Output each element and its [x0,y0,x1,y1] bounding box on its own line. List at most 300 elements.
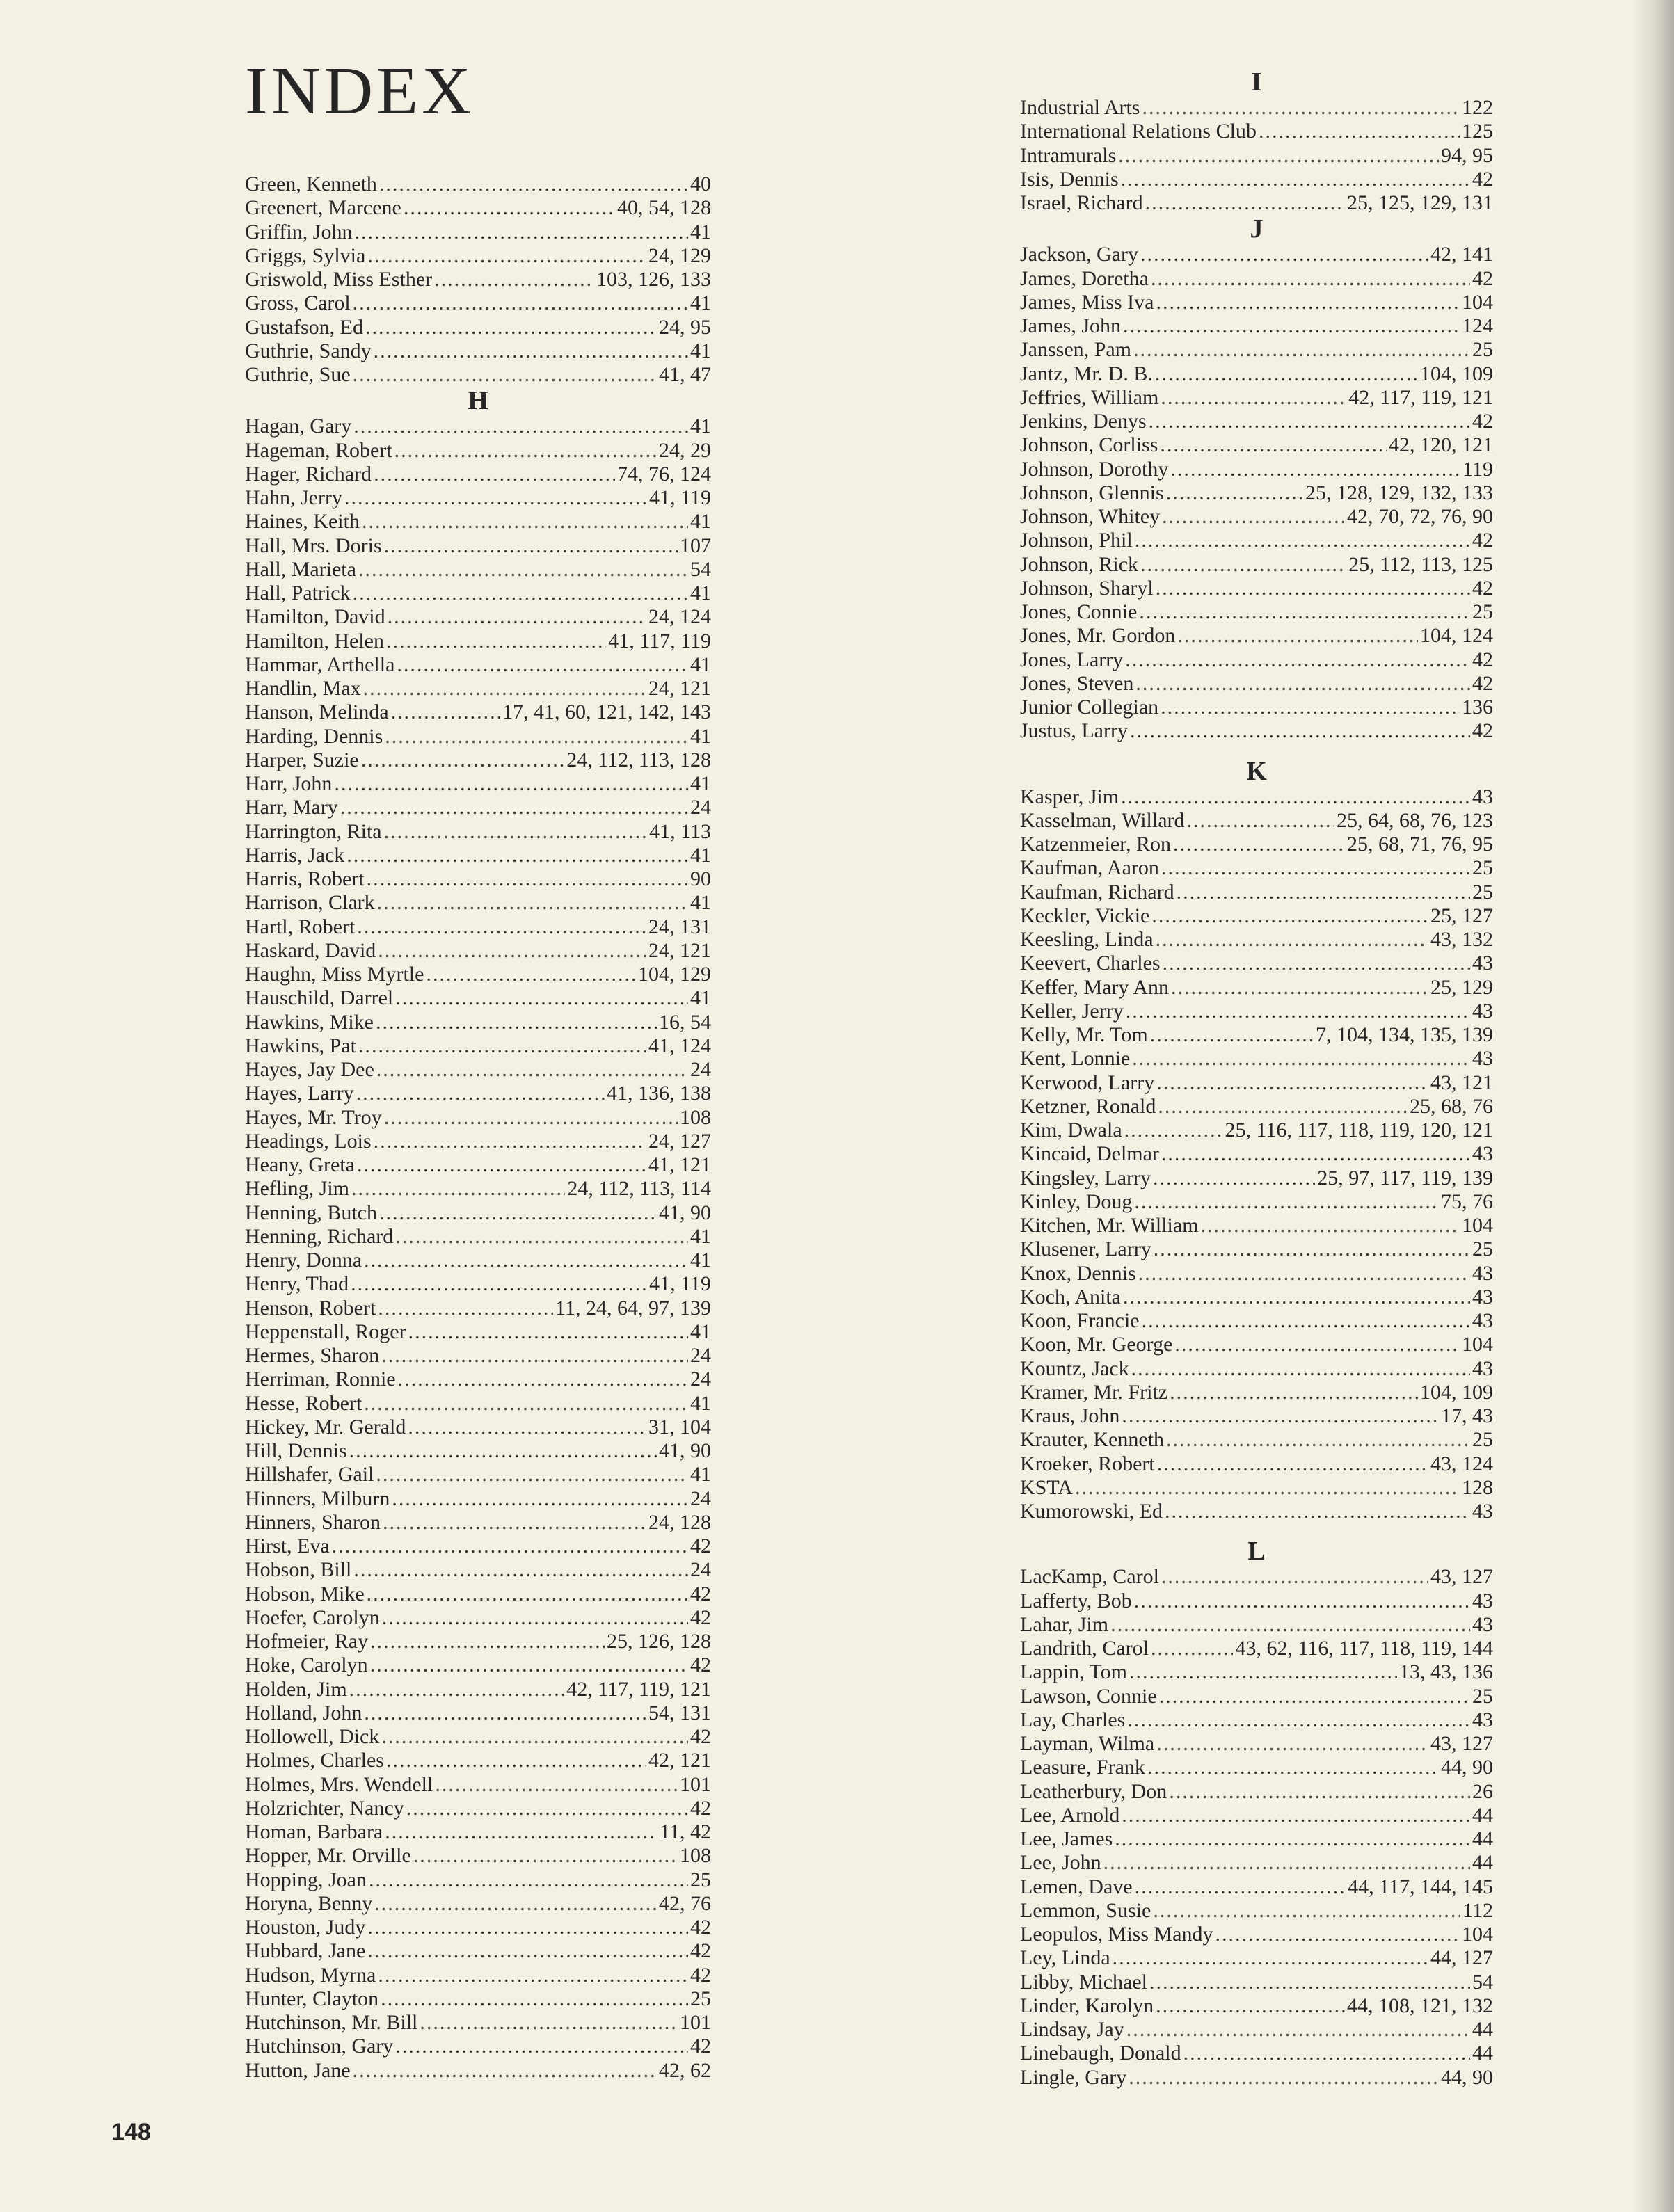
entry-pages: 44 [1472,1803,1493,1827]
entry-name: LacKamp, Carol [1020,1565,1159,1589]
entry-name: Leatherbury, Don [1020,1779,1167,1803]
index-entry [1020,291,1493,314]
dot-leader [385,725,688,748]
entry-name: Lay, Charles [1020,1708,1126,1731]
entry-name: Industrial Arts [1020,96,1140,119]
entry-name: Kaufman, Aaron [1020,856,1159,880]
index-entry [245,1558,711,1582]
entry-pages: 42 [1472,576,1493,600]
index-entry [1020,1071,1493,1095]
dot-leader [1118,144,1439,168]
entry-name: Hutchinson, Mr. Bill [245,2011,418,2034]
entry-name: Hubbard, Jane [245,1939,366,1963]
index-entry [245,1987,711,2011]
entry-name: Harding, Dennis [245,724,383,748]
entry-pages: 41, 119 [649,1272,711,1296]
dot-leader [353,2059,657,2083]
entry-name: Holden, Jim [245,1677,347,1701]
entry-pages: 104, 124 [1420,624,1493,648]
dot-leader [381,1725,688,1749]
entry-pages: 24 [690,796,711,819]
index-entry [245,1344,711,1368]
entry-name: Houston, Judy [245,1916,366,1939]
entry-pages: 41, 136, 138 [607,1082,711,1105]
entry-name: Hageman, Robert [245,438,392,462]
index-entry [1020,648,1493,672]
entry-pages: 41, 117, 119 [608,629,711,652]
entry-name: Keffer, Mary Ann [1020,975,1170,999]
dot-leader [361,748,564,772]
entry-pages: 17, 41, 60, 121, 142, 143 [502,700,711,724]
dot-leader [1134,1589,1470,1613]
index-entry [245,1249,711,1272]
index-entry [245,1773,711,1797]
dot-leader [1149,1971,1470,1994]
dot-leader [1133,338,1470,362]
entry-name: Hofmeier, Ray [245,1630,369,1653]
dot-leader [388,605,646,629]
entry-pages: 40 [690,173,711,195]
entry-pages: 24 [690,1368,711,1391]
dot-leader [1130,719,1470,743]
index-entry [1020,976,1493,1000]
entry-pages: 43, 127 [1430,1565,1493,1589]
dot-leader [427,963,637,986]
dot-leader [1140,553,1346,577]
dot-leader [1126,1000,1470,1023]
dot-leader [1153,1167,1315,1190]
entry-pages: 54 [1472,1970,1493,1994]
dot-leader [1135,672,1470,696]
entry-pages: 24, 127 [648,1129,711,1153]
dot-leader [1132,1047,1470,1071]
index-entry [1020,1142,1493,1166]
entry-pages: 103, 126, 133 [596,268,711,291]
dot-leader [367,1582,688,1606]
dot-leader [1157,1452,1428,1476]
dot-leader [1142,96,1460,120]
dot-leader [1135,1875,1346,1899]
index-entry [1020,624,1493,648]
dot-leader [364,1701,646,1725]
entry-pages: 74, 76, 124 [617,462,711,486]
dot-leader [353,291,688,315]
index-entry [1020,1381,1493,1404]
index-entry [245,291,711,315]
entry-name: Hobson, Mike [245,1582,365,1605]
index-entry [1020,1428,1493,1452]
index-entry [1020,1095,1493,1119]
entry-pages: 25 [1472,856,1493,880]
dot-leader [1187,809,1334,833]
entry-name: Kraus, John [1020,1404,1120,1427]
dot-leader [395,2035,688,2058]
section-letter: L [1247,1537,1266,1566]
entry-name: Hagan, Gary [245,415,352,438]
index-entry [245,963,711,986]
entry-pages: 42, 141 [1430,243,1493,266]
entry-pages: 42, 117, 119, 121 [566,1677,711,1701]
entry-pages: 43 [1472,1047,1493,1071]
entry-pages: 43 [1472,1708,1493,1731]
index-entry [1020,2018,1493,2042]
dot-leader [1215,1923,1460,1946]
entry-pages: 24 [690,1486,711,1510]
dot-leader [353,415,688,438]
dot-leader [374,463,615,486]
dot-leader [420,2011,678,2035]
entry-pages: 25, 64, 68, 76, 123 [1337,808,1493,832]
entry-name: Griffin, John [245,220,353,243]
entry-pages: 43 [1472,1142,1493,1166]
dot-leader [1161,696,1460,719]
entry-name: Holmes, Charles [245,1749,384,1772]
index-entry [1020,96,1493,120]
page-edge-shadow [1632,0,1674,2212]
dot-leader [367,867,688,891]
entry-pages: 24, 95 [659,315,711,339]
dot-leader [344,486,647,510]
dot-leader [354,221,688,244]
dot-leader [382,1606,688,1630]
dot-leader [1163,952,1470,975]
entry-name: Green, Kenneth [245,173,377,195]
index-entry [245,891,711,915]
dot-leader [406,1797,688,1820]
index-entry [1020,243,1493,266]
dot-leader [1151,267,1470,291]
entry-name: Johnson, Glennis [1020,481,1164,504]
entry-name: Lee, John [1020,1851,1101,1875]
entry-pages: 25, 112, 113, 125 [1348,552,1493,576]
entry-pages: 41, 119 [649,486,711,509]
entry-pages: 25, 97, 117, 119, 139 [1317,1166,1493,1189]
entry-name: Lappin, Tom [1020,1660,1127,1684]
section-letter: I [1251,67,1262,97]
dot-leader [1169,1780,1470,1804]
entry-name: Hutton, Jane [245,2058,351,2082]
entry-name: Johnson, Whitey [1020,505,1161,528]
entry-name: Koon, Francie [1020,1309,1140,1332]
dot-leader [381,1987,688,2011]
entry-name: Heppenstall, Roger [245,1320,406,1343]
entry-name: Johnson, Rick [1020,552,1139,576]
index-entry [245,339,711,363]
dot-leader [386,630,606,653]
entry-name: Klusener, Larry [1020,1237,1151,1261]
index-entry [245,1511,711,1534]
entry-pages: 40, 54, 128 [617,196,711,220]
index-entry [1020,1262,1493,1285]
dot-leader [378,939,646,963]
entry-pages: 24, 112, 113, 114 [567,1177,711,1201]
dot-leader [364,1392,688,1416]
entry-name: Handlin, Max [245,677,361,700]
index-entry [245,582,711,605]
entry-pages: 41 [690,1391,711,1415]
index-entry [245,820,711,844]
dot-leader [1129,2066,1439,2090]
entry-name: Kroeker, Robert [1020,1452,1155,1475]
index-entry [1020,809,1493,833]
entry-name: Haines, Keith [245,510,360,534]
entry-pages: 44, 117, 144, 145 [1348,1875,1493,1898]
dot-leader [334,772,688,796]
entry-pages: 42 [1472,266,1493,290]
dot-leader [383,1511,646,1534]
index-entry [1020,1237,1493,1261]
entry-pages: 25, 68, 76 [1410,1094,1493,1118]
page-number: 148 [111,2119,151,2145]
index-entry [245,1392,711,1416]
entry-pages: 24, 29 [659,438,711,462]
index-entry [245,986,711,1010]
index-entry [245,1463,711,1486]
entry-pages: 42 [690,1605,711,1629]
entry-pages: 43 [1472,785,1493,808]
entry-name: Hauschild, Darrel [245,986,394,1010]
entry-name: Isis, Dennis [1020,167,1119,191]
entry-pages: 44 [1472,1851,1493,1875]
index-entry [1020,1476,1493,1500]
entry-pages: 42 [690,1725,711,1748]
entry-pages: 25 [1472,1428,1493,1452]
entry-name: Haughn, Miss Myrtle [245,963,424,986]
dot-leader [1122,1404,1439,1428]
entry-name: Hahn, Jerry [245,486,342,509]
entry-name: Jones, Larry [1020,648,1124,671]
entry-pages: 41 [690,652,711,676]
index-entry [1020,1875,1493,1899]
entry-name: Kaufman, Richard [1020,880,1174,904]
dot-leader [1135,529,1470,552]
index-entry [1020,314,1493,338]
dot-leader [332,1534,688,1558]
entry-name: Kincaid, Delmar [1020,1142,1159,1166]
dot-leader [1154,1237,1470,1261]
entry-name: Holland, John [245,1701,362,1724]
index-entry [245,1797,711,1820]
index-entry [245,415,711,438]
entry-pages: 25 [1472,1684,1493,1708]
index-entry [1020,1994,1493,2018]
index-entry [245,363,711,387]
dot-leader [384,534,678,558]
dot-leader [1113,1946,1428,1970]
index-entry [1020,386,1493,410]
dot-leader [1121,785,1470,809]
entry-pages: 17, 43 [1441,1404,1493,1427]
dot-leader [1123,1285,1470,1309]
entry-name: Hermes, Sharon [245,1344,380,1367]
index-entry [245,1034,711,1058]
entry-pages: 25, 128, 129, 132, 133 [1305,481,1493,504]
dot-leader [1103,1851,1470,1875]
index-entry [1020,2066,1493,2090]
entry-pages: 104, 129 [638,963,711,986]
dot-leader [365,316,657,339]
entry-name: Gustafson, Ed [245,315,363,339]
index-entry [245,316,711,339]
entry-pages: 122 [1462,96,1493,119]
entry-pages: 124 [1462,314,1493,337]
dot-leader [1140,243,1428,266]
entry-name: Hanson, Melinda [245,700,389,724]
entry-name: Hayes, Mr. Troy [245,1105,382,1129]
index-entry [245,2035,711,2058]
dot-leader [392,1487,688,1511]
index-entry [245,1439,711,1463]
entry-pages: 41 [690,582,711,604]
entry-pages: 42, 62 [659,2058,711,2082]
index-column-right [1020,68,1493,2090]
index-entry [245,1653,711,1677]
index-entry [245,1153,711,1177]
entry-name: Leasure, Frank [1020,1756,1145,1779]
dot-leader [1151,904,1428,928]
entry-pages: 31, 104 [648,1415,711,1438]
entry-name: Hall, Mrs. Doris [245,534,382,557]
entry-pages: 125 [1462,120,1493,143]
index-entry [245,1820,711,1844]
entry-pages: 25 [1472,338,1493,362]
entry-pages: 41, 90 [659,1201,711,1224]
entry-name: Hopping, Joan [245,1868,367,1891]
entry-pages: 13, 43, 136 [1399,1660,1493,1684]
entry-name: Leopulos, Miss Mandy [1020,1923,1213,1946]
entry-name: Henning, Richard [245,1224,394,1248]
dot-leader [1160,433,1387,457]
index-entry [245,1630,711,1653]
entry-name: Herriman, Ronnie [245,1368,396,1391]
page-title: INDEX [245,54,475,129]
index-entry [1020,1357,1493,1381]
entry-name: Kasselman, Willard [1020,808,1185,832]
entry-name: Krauter, Kenneth [1020,1428,1165,1452]
entry-name: Hager, Richard [245,462,372,486]
entry-pages: 42 [1472,648,1493,671]
dot-leader [1161,1142,1470,1166]
dot-leader [1139,600,1470,624]
entry-pages: 43 [1472,1589,1493,1612]
index-entry [1020,1023,1493,1047]
dot-leader [353,1558,688,1582]
index-entry [245,1916,711,1939]
entry-pages: 43, 124 [1430,1452,1493,1475]
entry-name: Jenkins, Denys [1020,410,1147,433]
index-entry [1020,168,1493,191]
index-entry [1020,833,1493,856]
index-entry [1020,1685,1493,1708]
dot-leader [1125,648,1470,672]
entry-pages: 24, 128 [648,1510,711,1534]
entry-pages: 44 [1472,2042,1493,2065]
dot-leader [1138,1262,1470,1285]
entry-name: Henry, Thad [245,1272,349,1296]
entry-pages: 44, 90 [1441,2065,1493,2089]
dot-leader [1165,1500,1470,1523]
entry-name: Headings, Lois [245,1129,372,1153]
dot-leader [1170,458,1460,481]
entry-pages: 42 [690,1916,711,1939]
entry-name: Kasper, Jim [1020,785,1119,808]
index-entry [1020,1500,1493,1523]
dot-leader [1166,1428,1470,1452]
entry-name: Kinley, Doug [1020,1189,1133,1213]
entry-pages: 7, 104, 134, 135, 139 [1316,1023,1493,1046]
index-entry [1020,1613,1493,1637]
dot-leader [1126,2018,1470,2042]
entry-pages: 43 [1472,1356,1493,1380]
entry-pages: 41 [690,1320,711,1343]
index-entry [1020,1047,1493,1071]
entry-name: Landrith, Carol [1020,1637,1149,1660]
entry-name: Guthrie, Sandy [245,339,372,362]
index-entry [245,1177,711,1201]
dot-leader [340,796,688,819]
index-entry [245,244,711,268]
entry-name: Henry, Donna [245,1249,362,1272]
index-entry [245,605,711,629]
entry-pages: 44, 108, 121, 132 [1347,1994,1493,2017]
entry-name: Hudson, Myrna [245,1963,376,1987]
entry-pages: 16, 54 [659,1010,711,1034]
entry-name: Kitchen, Mr. William [1020,1214,1199,1237]
entry-pages: 25 [1472,600,1493,623]
entry-name: Hirst, Eva [245,1534,330,1557]
entry-name: Hall, Patrick [245,582,351,604]
entry-name: Henning, Butch [245,1201,377,1224]
dot-leader [374,1130,646,1153]
entry-pages: 41 [690,1463,711,1486]
index-entry [245,173,711,196]
dot-leader [364,1249,688,1272]
index-entry [245,1272,711,1296]
index-entry [1020,529,1493,552]
entry-pages: 54, 131 [648,1701,711,1724]
dot-leader [1156,1071,1428,1095]
entry-pages: 42, 120, 121 [1389,433,1493,457]
entry-name: Harr, Mary [245,796,338,819]
entry-pages: 25, 68, 71, 76, 95 [1347,833,1493,856]
entry-name: Kingsley, Larry [1020,1166,1151,1189]
entry-pages: 44 [1472,2018,1493,2041]
entry-name: Keevert, Charles [1020,952,1161,975]
entry-name: Hoefer, Carolyn [245,1605,380,1629]
dot-leader [1134,1190,1439,1214]
entry-name: KSTA [1020,1475,1073,1499]
index-entry [245,558,711,582]
entry-name: Knox, Dennis [1020,1261,1136,1285]
index-entry [245,1534,711,1558]
index-entry [1020,1827,1493,1851]
entry-pages: 41 [690,415,711,438]
dot-leader [1123,314,1460,338]
index-entry [245,486,711,510]
index-entry [1020,1167,1493,1190]
entry-name: Lafferty, Bob [1020,1589,1132,1612]
entry-pages: 24, 131 [648,915,711,938]
index-entry [245,725,711,748]
entry-name: Guthrie, Sue [245,363,351,386]
section-gap [1020,1523,1493,1537]
entry-pages: 43 [1472,999,1493,1023]
entry-pages: 104 [1462,1214,1493,1237]
index-entry [1020,1452,1493,1476]
entry-pages: 24, 124 [648,605,711,629]
entry-pages: 54 [690,557,711,581]
dot-leader [356,1082,605,1105]
